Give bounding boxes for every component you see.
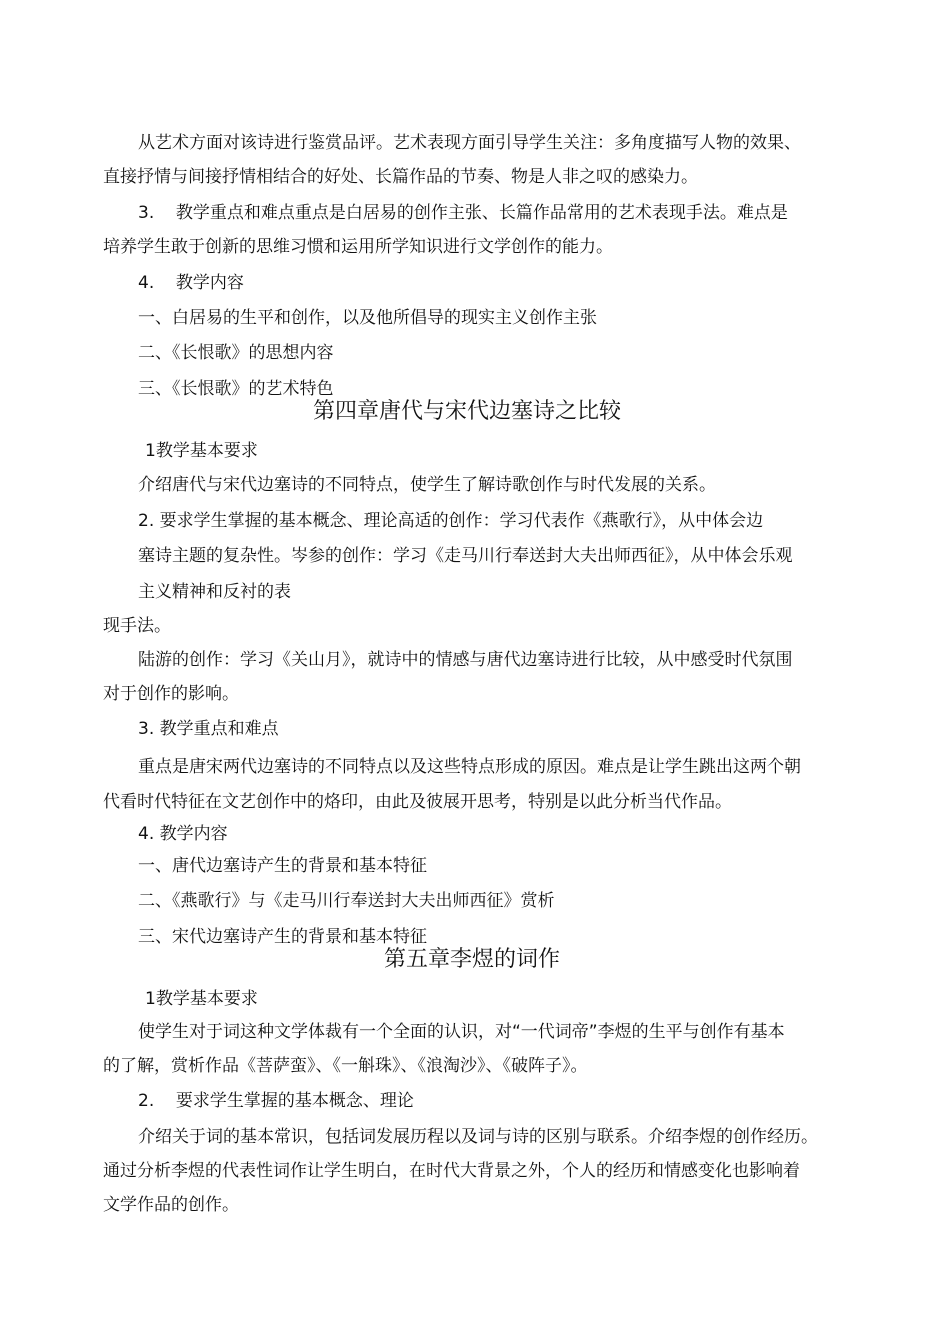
section-item: 2. 要求学生掌握的基本概念、理论	[138, 1091, 414, 1111]
section-heading: 4. 教学内容	[138, 824, 228, 844]
list-item: 三、《长恨歌》的艺术特色	[138, 379, 334, 399]
paragraph-line: 的了解，赏析作品《菩萨蛮》、《一斛珠》、《浪淘沙》、《破阵子》。	[103, 1056, 588, 1076]
paragraph-line: 通过分析李煜的代表性词作让学生明白，在时代大背景之外，个人的经历和情感变化也影响着	[103, 1161, 800, 1181]
paragraph-line: 陆游的创作：学习《关山月》，就诗中的情感与唐代边塞诗进行比较，从中感受时代氛围	[138, 650, 793, 670]
list-item: 三、宋代边塞诗产生的背景和基本特征	[138, 927, 427, 947]
paragraph-line: 重点是唐宋两代边塞诗的不同特点以及这些特点形成的原因。难点是让学生跳出这两个朝	[138, 757, 801, 777]
paragraph-line: 培养学生敢于创新的思维习惯和运用所学知识进行文学创作的能力。	[103, 237, 613, 257]
paragraph-line: 文学作品的创作。	[103, 1195, 239, 1215]
paragraph-line: 使学生对于词这种文学体裁有一个全面的认识，对“一代词帝”李煜的生平与创作有基本	[138, 1022, 785, 1042]
paragraph-line: 代看时代特征在文艺创作中的烙印，由此及彼展开思考，特别是以此分析当代作品。	[103, 792, 732, 812]
paragraph-line: 从艺术方面对该诗进行鉴赏品评。艺术表现方面引导学生关注：多角度描写人物的效果、	[138, 133, 801, 153]
list-item: 一、唐代边塞诗产生的背景和基本特征	[138, 856, 427, 876]
paragraph-line: 主义精神和反衬的表	[138, 582, 291, 602]
paragraph-line: 塞诗主题的复杂性。岑参的创作：学习《走马川行奉送封大夫出师西征》，从中体会乐观	[138, 546, 793, 566]
paragraph-line: 2. 要求学生掌握的基本概念、理论高适的创作：学习代表作《燕歌行》，从中体会边	[138, 511, 764, 531]
chapter-title: 第四章唐代与宋代边塞诗之比较	[313, 399, 622, 424]
paragraph-line: 直接抒情与间接抒情相结合的好处、长篇作品的节奏、物是人非之叹的感染力。	[103, 167, 698, 187]
section-heading: 1教学基本要求	[145, 441, 258, 461]
chapter-title: 第五章李煜的词作	[384, 947, 561, 972]
list-item: 一、白居易的生平和创作，以及他所倡导的现实主义创作主张	[138, 308, 597, 328]
paragraph-line: 介绍关于词的基本常识，包括词发展历程以及词与诗的区别与联系。介绍李煜的创作经历。	[138, 1127, 818, 1147]
list-item: 二、《长恨歌》的思想内容	[138, 343, 334, 363]
section-item: 3. 教学重点和难点重点是白居易的创作主张、长篇作品常用的艺术表现手法。难点是	[138, 203, 788, 223]
list-item: 二、《燕歌行》与《走马川行奉送封大夫出师西征》赏析	[138, 891, 555, 911]
paragraph-line: 现手法。	[103, 616, 171, 636]
section-heading: 4. 教学内容	[138, 273, 244, 293]
section-heading: 1教学基本要求	[145, 989, 258, 1009]
paragraph-line: 介绍唐代与宋代边塞诗的不同特点，使学生了解诗歌创作与时代发展的关系。	[138, 475, 716, 495]
section-heading: 3. 教学重点和难点	[138, 719, 279, 739]
paragraph-line: 对于创作的影响。	[103, 684, 239, 704]
